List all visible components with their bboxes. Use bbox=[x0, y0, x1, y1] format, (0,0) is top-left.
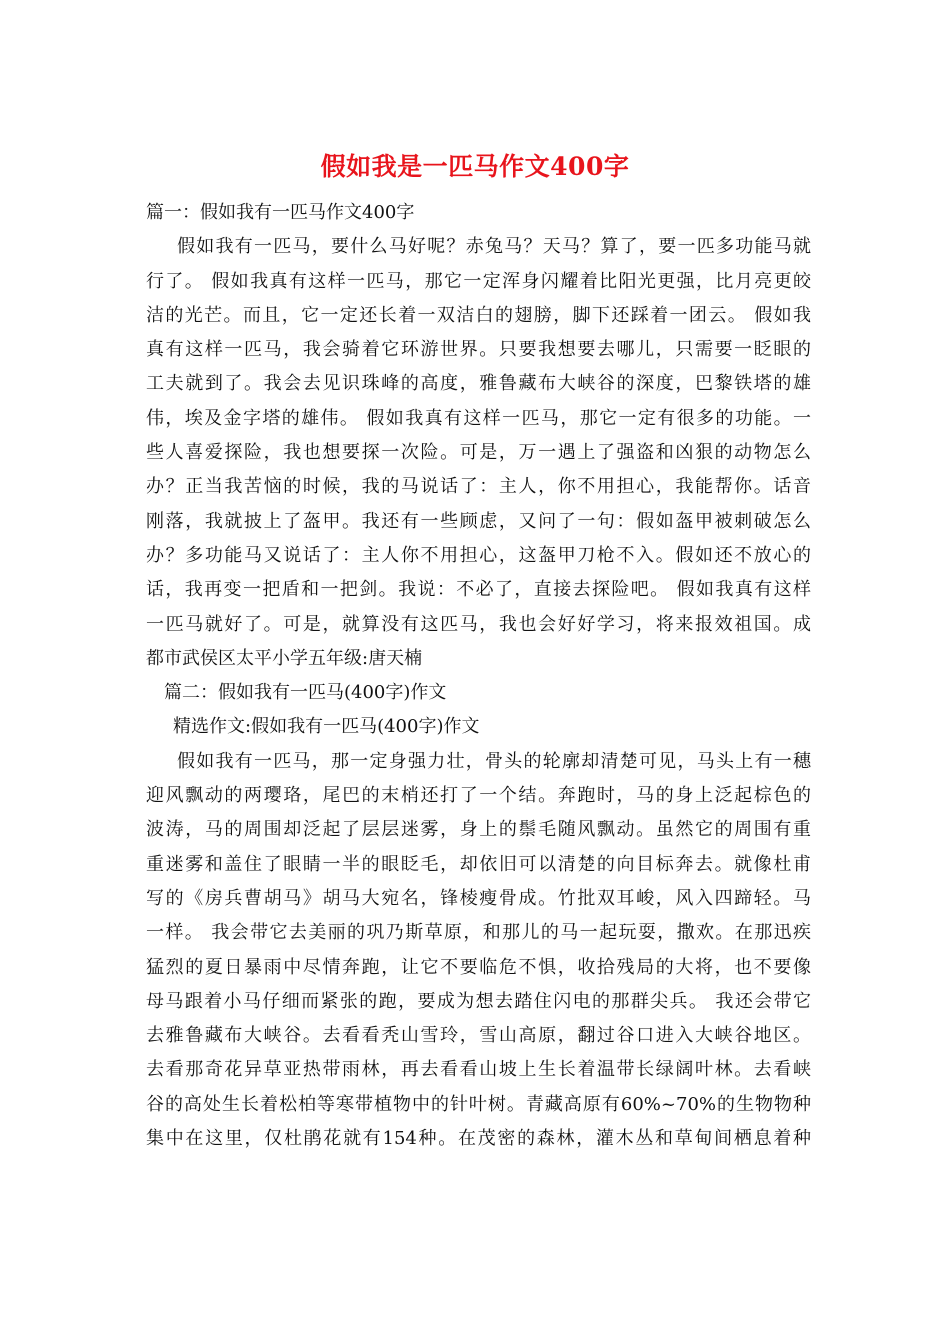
paragraph-line: 话，我再变一把盾和一把剑。我说：不必了，直接去探险吧。 假如我真有这样 bbox=[146, 579, 811, 601]
paragraph-line: 一样。 我会带它去美丽的巩乃斯草原，和那儿的马一起玩耍，撒欢。在那迅疾 bbox=[146, 922, 811, 944]
section-heading: 篇二：假如我有一匹马(400字)作文 bbox=[164, 682, 447, 704]
paragraph-line: 重迷雾和盖住了眼睛一半的眼眨毛，却依旧可以清楚的向目标奔去。就像杜甫 bbox=[146, 853, 811, 875]
paragraph-line: 一匹马就好了。可是，就算没有这匹马，我也会好好学习，将来报效祖国。成 bbox=[146, 613, 811, 635]
paragraph-line: 些人喜爱探险，我也想要探一次险。可是，万一遇上了强盗和凶狠的动物怎么 bbox=[146, 442, 811, 464]
paragraph-line: 刚落，我就披上了盔甲。我还有一些顾虑，又问了一句：假如盔甲被刺破怎么 bbox=[146, 510, 811, 532]
paragraph-line: 迎风飘动的两璎珞，尾巴的末梢还打了一个结。奔跑时，马的身上泛起棕色的 bbox=[146, 785, 811, 807]
paragraph-line: 精选作文:假如我有一匹马(400字)作文 bbox=[173, 716, 480, 738]
paragraph-line: 办？多功能马又说话了：主人你不用担心，这盔甲刀枪不入。假如还不放心的 bbox=[146, 544, 811, 566]
paragraph-line: 假如我有一匹马，那一定身强力壮，骨头的轮廓却清楚可见，马头上有一穗 bbox=[177, 750, 811, 772]
paragraph-line: 行了。 假如我真有这样一匹马，那它一定浑身闪耀着比阳光更强，比月亮更皎 bbox=[146, 270, 811, 292]
document-body bbox=[146, 196, 811, 1156]
paragraph-line: 真有这样一匹马，我会骑着它环游世界。只要我想要去哪儿，只需要一眨眼的 bbox=[146, 339, 811, 361]
paragraph-line: 去看那奇花异草亚热带雨林，再去看看山坡上生长着温带长绿阔叶林。去看峡 bbox=[146, 1059, 811, 1081]
section-heading: 篇一：假如我有一匹马作文400字 bbox=[146, 202, 415, 223]
paragraph-line: 集中在这里，仅杜鹃花就有154种。在茂密的森林，灌木丛和草甸间栖息着种 bbox=[146, 1128, 811, 1150]
paragraph-line: 办？正当我苦恼的时候，我的马说话了：主人，你不用担心，我能帮你。话音 bbox=[146, 476, 811, 498]
paragraph-line: 写的《房兵曹胡马》胡马大宛名，锋棱瘦骨成。竹批双耳峻，风入四蹄轻。马 bbox=[146, 887, 811, 909]
paragraph-line: 伟，埃及金字塔的雄伟。 假如我真有这样一匹马，那它一定有很多的功能。一 bbox=[146, 407, 811, 429]
document-title: 假如我是一匹马作文400字 bbox=[320, 152, 630, 181]
paragraph-line: 工夫就到了。我会去见识珠峰的高度，雅鲁藏布大峡谷的深度，巴黎铁塔的雄 bbox=[146, 373, 811, 395]
paragraph-line: 母马跟着小马仔细而紧张的跑，要成为想去踏住闪电的那群尖兵。 我还会带它 bbox=[146, 990, 811, 1012]
paragraph-line: 波涛，马的周围却泛起了层层迷雾，身上的鬃毛随风飘动。虽然它的周围有重 bbox=[146, 819, 811, 841]
paragraph-line: 猛烈的夏日暴雨中尽情奔跑，让它不要临危不惧，收拾残局的大将，也不要像 bbox=[146, 956, 811, 978]
paragraph-line: 谷的高处生长着松柏等寒带植物中的针叶树。青藏高原有60%~70%的生物物种 bbox=[146, 1093, 811, 1115]
paragraph-line: 都市武侯区太平小学五年级:唐天楠 bbox=[146, 647, 423, 669]
paragraph-line: 去雅鲁藏布大峡谷。去看看秃山雪玲，雪山高原，翻过谷口进入大峡谷地区。 bbox=[146, 1025, 811, 1047]
paragraph-line: 洁的光芒。而且，它一定还长着一双洁白的翅膀，脚下还踩着一团云。 假如我 bbox=[146, 304, 811, 326]
paragraph-line: 假如我有一匹马，要什么马好呢？赤兔马？天马？算了，要一匹多功能马就 bbox=[177, 236, 811, 258]
